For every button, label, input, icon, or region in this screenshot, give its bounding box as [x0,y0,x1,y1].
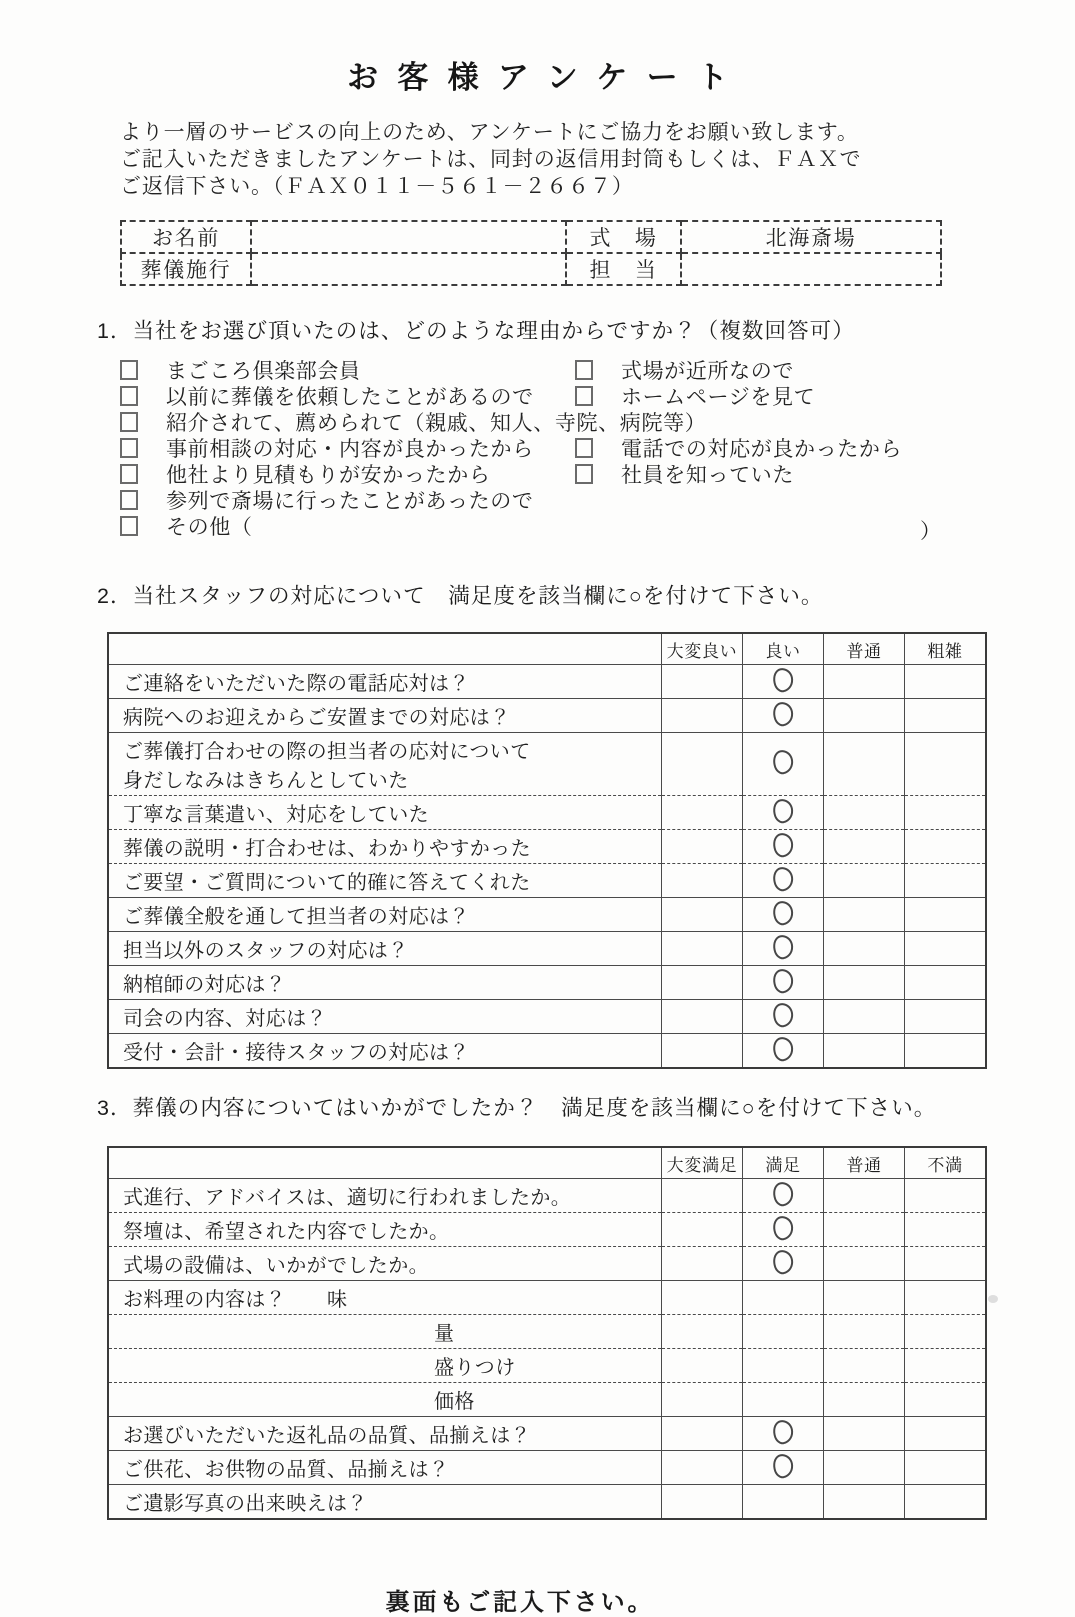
rating-cell [824,1383,905,1417]
rating-cell [824,1179,905,1213]
option-label: 事前相談の対応・内容が良かったから [166,438,534,461]
table-row [108,1451,986,1485]
option-row [120,355,955,381]
rating-cell [824,733,905,796]
rating-column-header: 普通 [824,633,905,665]
question-cell: 葬儀の説明・打合わせは、わかりやすかった [108,830,662,864]
rating-cell [662,1451,743,1485]
name-label: お名前 [121,221,251,253]
rating-cell [743,1349,824,1383]
question-line: ご葬儀打合わせの際の担当者の応対について [123,741,531,763]
rating-cell [662,1034,743,1069]
rating-cell [743,1451,824,1485]
option-row-other [120,511,955,543]
table-row [108,733,986,796]
rating-cell [662,898,743,932]
circle-mark [771,1001,796,1029]
rating-cell [905,1247,987,1281]
rating-cell [662,796,743,830]
rating-cell [743,1247,824,1281]
question-cell: 丁寧な言葉遣い、対応をしていた [108,796,662,830]
option-row [120,407,955,433]
question1-options [120,355,955,543]
circle-mark [771,666,796,694]
checkbox [120,490,138,510]
scan-artifact [988,1295,998,1303]
option-row [120,459,955,485]
rating-cell [743,1000,824,1034]
option-label: 社員を知っていた [621,464,795,487]
rating-cell [662,1315,743,1349]
rating-cell [905,932,987,966]
question-cell: ご遺影写真の出来映えは？ [108,1485,662,1520]
circle-mark [771,933,796,961]
question-cell: 式進行、アドバイスは、適切に行われましたか。 [108,1179,662,1213]
rating-cell [905,1485,987,1520]
staff-rating-table [107,632,987,1069]
option-label: 参列で斎場に行ったことがあったので [166,490,534,513]
table-row [108,1417,986,1451]
rating-cell [824,864,905,898]
question-line: 身だしなみはきちんとしていた [123,770,409,792]
rating-cell [743,665,824,699]
rating-cell [743,1281,824,1315]
footer-note: 裏面もご記入下さい。 [385,1589,655,1616]
rating-cell [824,932,905,966]
empty-header-cell [108,633,662,665]
question-cell: ご葬儀全般を通して担当者の対応は？ [108,898,662,932]
rating-cell [662,1247,743,1281]
rating-column-header: 大変良い [662,633,743,665]
question-cell: 病院へのお迎えからご安置までの対応は？ [108,699,662,733]
rating-cell [743,699,824,733]
rating-cell [743,830,824,864]
table-row [108,665,986,699]
rating-cell [905,1417,987,1451]
service-field [251,253,566,285]
checkbox [575,360,593,380]
respondent-info-table [120,220,942,286]
rating-cell [662,1213,743,1247]
table-row [108,796,986,830]
option-label: まごころ倶楽部会員 [166,360,361,383]
option-label: 他社より見積もりが安かったから [166,464,491,487]
rating-cell [824,1213,905,1247]
checkbox [575,386,593,406]
question-cell: ご供花、お供物の品質、品揃えは？ [108,1451,662,1485]
option-label: 電話での対応が良かったから [621,438,903,461]
circle-mark [771,899,796,927]
circle-mark [771,1035,796,1063]
rating-cell [905,864,987,898]
rating-cell [824,1485,905,1520]
table-row [108,966,986,1000]
rating-column-header: 不満 [905,1147,987,1179]
rating-cell [743,1383,824,1417]
rating-cell [824,1315,905,1349]
circle-mark [771,967,796,995]
question-cell: 式場の設備は、いかがでしたか。 [108,1247,662,1281]
table-row [108,864,986,898]
option-item [120,511,253,541]
circle-mark [771,1214,796,1242]
question-cell: 司会の内容、対応は？ [108,1000,662,1034]
question-cell: 価格 [108,1383,662,1417]
other-close-paren: ） [920,520,941,543]
table-row [108,830,986,864]
rating-cell [662,932,743,966]
question-cell: 祭壇は、希望された内容でしたか。 [108,1213,662,1247]
circle-mark [771,831,796,859]
question1-title: 1．当社をお選び頂いたのは、どのような理由からですか？（複数回答可） [97,319,855,343]
rating-column-header: 普通 [824,1147,905,1179]
checkbox [120,516,138,536]
staff-field [681,253,941,285]
rating-cell [905,699,987,733]
staff-label: 担 当 [566,253,681,285]
option-label: ホームページを見て [621,386,816,409]
venue-label: 式 場 [566,221,681,253]
rating-cell [905,1179,987,1213]
rating-cell [905,1281,987,1315]
rating-cell [662,665,743,699]
table-row [108,1349,986,1383]
rating-cell [824,1247,905,1281]
table-row [108,1034,986,1069]
rating-cell [824,1417,905,1451]
table-row [108,1247,986,1281]
table-row [108,1281,986,1315]
rating-cell [662,1349,743,1383]
circle-mark [771,1180,796,1208]
question2-title: 2．当社スタッフの対応について 満足度を該当欄に○を付けて下さい。 [97,584,824,608]
empty-header-cell [108,1147,662,1179]
intro-text [120,119,1075,200]
question-cell: ご連絡をいただいた際の電話応対は？ [108,665,662,699]
checkbox [120,360,138,380]
scanned-survey-page [0,52,1075,1616]
rating-cell [905,796,987,830]
intro-line: より一層のサービスの向上のため、アンケートにご協力をお願い致します。 [120,121,859,144]
circle-mark [771,797,796,825]
rating-cell [743,898,824,932]
circle-mark [771,1418,796,1446]
option-label: その他（ [166,516,253,539]
rating-cell [824,1451,905,1485]
page-title: お客様アンケート [347,60,748,95]
rating-cell [905,733,987,796]
circle-mark [771,865,796,893]
checkbox [120,412,138,432]
intro-line-fax: ご返信下さい。（ＦＡＸ０１１－５６１－２６６７） [120,175,634,198]
question-cell: 量 [108,1315,662,1349]
rating-cell [662,699,743,733]
name-field [251,221,566,253]
checkbox [575,464,593,484]
rating-cell [824,1281,905,1315]
circle-mark [771,1452,796,1480]
rating-cell [743,966,824,1000]
question-cell: お選びいただいた返礼品の品質、品揃えは？ [108,1417,662,1451]
rating-cell [905,1383,987,1417]
rating-cell [905,665,987,699]
rating-cell [824,665,905,699]
rating-cell [824,699,905,733]
venue-field: 北海斎場 [681,221,941,253]
option-label: 以前に葬儀を依頼したことがあるので [166,386,534,409]
table-row [108,1485,986,1520]
rating-cell [905,1213,987,1247]
rating-cell [824,1000,905,1034]
rating-cell [743,1213,824,1247]
rating-cell [743,733,824,796]
rating-cell [662,1000,743,1034]
rating-cell [905,830,987,864]
rating-cell [824,1349,905,1383]
service-rating-table [107,1146,987,1520]
rating-cell [743,1315,824,1349]
question-cell: 納棺師の対応は？ [108,966,662,1000]
rating-cell [824,830,905,864]
option-label: 紹介されて、薦められて（親戚、知人、寺院、病院等） [166,412,707,435]
checkbox [575,438,593,458]
rating-cell [662,1485,743,1520]
option-row [120,381,955,407]
rating-cell [824,966,905,1000]
rating-cell [824,898,905,932]
question3-title: 3．葬儀の内容についてはいかがでしたか？ 満足度を該当欄に○を付けて下さい。 [97,1096,937,1120]
circle-mark [771,1248,796,1276]
table-row [108,932,986,966]
rating-cell [662,1383,743,1417]
rating-cell [905,1315,987,1349]
rating-cell [905,898,987,932]
table-row [108,699,986,733]
table-row [108,1213,986,1247]
rating-column-header: 満足 [743,1147,824,1179]
rating-cell [824,1034,905,1069]
rating-cell [743,932,824,966]
table-row [108,1179,986,1213]
rating-column-header: 大変満足 [662,1147,743,1179]
rating-cell [905,1034,987,1069]
question-cell [108,733,662,796]
header-row [108,633,986,665]
question-cell: 担当以外のスタッフの対応は？ [108,932,662,966]
option-label: 式場が近所なので [621,360,795,383]
rating-column-header: 良い [743,633,824,665]
table-row [108,1000,986,1034]
rating-cell [662,733,743,796]
intro-line: ご記入いただきましたアンケートは、同封の返信用封筒もしくは、ＦＡＸで [120,148,862,171]
table-row [108,898,986,932]
rating-cell [905,966,987,1000]
rating-cell [662,830,743,864]
rating-cell [662,864,743,898]
question-cell: お料理の内容は？ 味 [108,1281,662,1315]
rating-column-header: 粗雑 [905,633,987,665]
rating-cell [824,796,905,830]
checkbox [120,464,138,484]
rating-cell [662,1179,743,1213]
rating-cell [743,1179,824,1213]
option-row [120,485,955,511]
header-row [108,1147,986,1179]
table-row [108,1383,986,1417]
question-cell: 盛りつけ [108,1349,662,1383]
rating-cell [743,864,824,898]
rating-cell [743,1485,824,1520]
rating-cell [905,1451,987,1485]
rating-cell [743,1034,824,1069]
checkbox [120,386,138,406]
question-cell: 受付・会計・接待スタッフの対応は？ [108,1034,662,1069]
service-label: 葬儀施行 [121,253,251,285]
rating-cell [662,1281,743,1315]
table-row [121,253,941,285]
rating-cell [662,966,743,1000]
table-row [121,221,941,253]
rating-cell [743,796,824,830]
option-row [120,433,955,459]
rating-cell [743,1417,824,1451]
rating-cell [905,1349,987,1383]
rating-cell [662,1417,743,1451]
checkbox [120,438,138,458]
table-row [108,1315,986,1349]
rating-cell [905,1000,987,1034]
circle-mark [771,700,796,728]
question-cell: ご要望・ご質問について的確に答えてくれた [108,864,662,898]
circle-mark [771,748,796,776]
